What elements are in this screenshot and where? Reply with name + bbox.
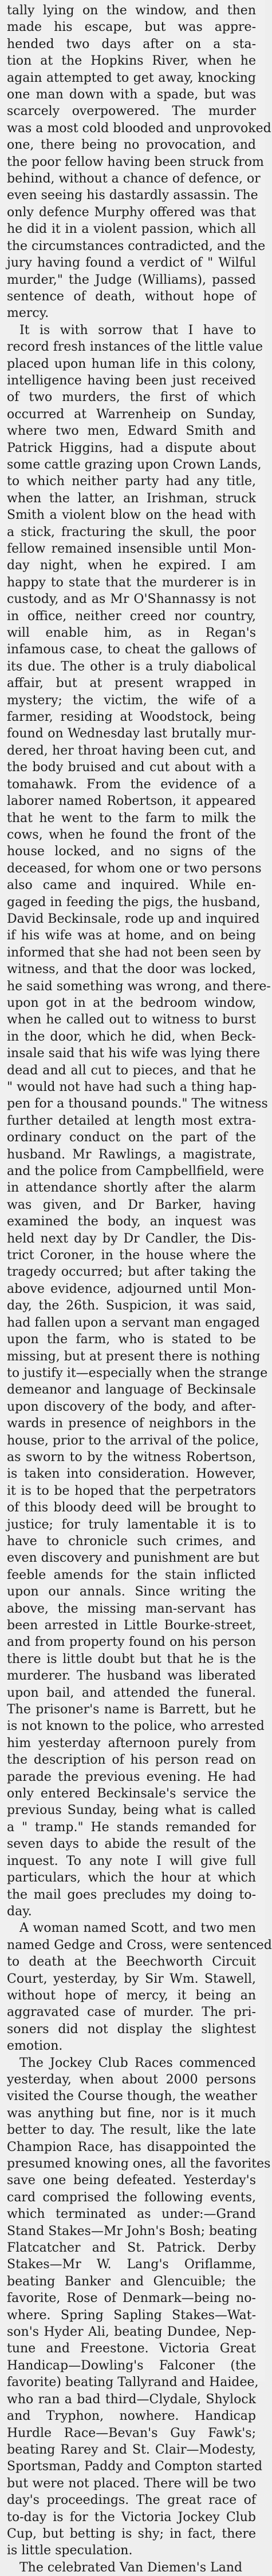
- text-line: again attempted to get away, knocking: [7, 70, 256, 85]
- text-line: only defence Murphy offered was that: [7, 205, 256, 220]
- text-line: Sportsman, Paddy and Compton started: [7, 2459, 263, 2474]
- text-line: Patrick Higgins, had a dispute about: [7, 440, 256, 455]
- text-line: in attendance shortly after the alarm: [7, 1181, 256, 1196]
- text-line: to death at the Beechworth Circuit: [7, 1955, 256, 1970]
- text-line: will enable him, as in Regan's: [7, 626, 256, 641]
- text-line: jury having found a verdict of " Wilful: [7, 256, 256, 271]
- text-line: save one being defeated. Yesterday's: [7, 2173, 256, 2188]
- text-line: one, there being no provocation, and: [7, 138, 256, 153]
- text-line: " would not have had such a thing hap-: [7, 1080, 257, 1094]
- text-line: beating Rarey and St. Clair—Modesty,: [7, 2442, 256, 2457]
- text-line: above evidence, adjourned until Mon-: [7, 1281, 256, 1296]
- text-line: beating Banker and Glencuible; the: [7, 2274, 256, 2289]
- text-line: seven days to abide the result of the: [7, 1837, 256, 1852]
- text-line: intelligence having been just received: [7, 373, 256, 388]
- text-line: infamous case, to cheat the gallows of: [7, 642, 256, 657]
- text-line: in the door, which he did, when Beck-: [7, 1029, 256, 1044]
- article-paragraph: [7, 322, 271, 1920]
- text-line: Flatcatcher and St. Patrick. Derby: [7, 2241, 256, 2256]
- text-line: also came and inquired. While en-: [7, 878, 256, 893]
- text-line: and the police from Campbellfield, were: [7, 1164, 265, 1179]
- text-line: was anything but fine, nor is it much: [7, 2106, 256, 2121]
- text-line: witness, and that the door was locked,: [7, 962, 256, 977]
- text-line: inquest. To any note I will give full: [7, 1853, 256, 1868]
- text-line: missing, but at present there is nothing: [7, 1349, 261, 1364]
- text-line: the circumstances contradicted, and the: [7, 239, 266, 253]
- text-line: favorite, Rose of Denmark—being no-: [7, 2291, 256, 2306]
- text-line: custody, and as Mr O'Shannassy is not: [7, 592, 256, 607]
- text-line: A woman named Scott, and two men: [19, 1921, 256, 1936]
- text-line: upon the farm, who is stated to be: [7, 1332, 256, 1347]
- text-line: Court, yesterday, by Sir Wm. Stawell,: [7, 1971, 256, 1986]
- text-line: where two men, Edward Smith and: [7, 424, 256, 439]
- text-line: happy to state that the murderer is in: [7, 575, 256, 590]
- text-line: son's Hyder Ali, beating Dundee, Nep-: [7, 2325, 256, 2340]
- text-line: hended two days after on a sta-: [7, 37, 256, 51]
- text-line: particulars, which the hour at which: [7, 1871, 256, 1886]
- text-line: he said something was wrong, and there-: [7, 979, 271, 994]
- text-line: made his escape, but was appre-: [7, 20, 256, 35]
- text-line: as sworn to by the witness Robertson,: [7, 1450, 256, 1464]
- text-line: emotion.: [7, 2039, 63, 2054]
- text-line: placed upon human life in this colony,: [7, 356, 256, 371]
- text-line: been arrested in Little Bourke-street,: [7, 1618, 256, 1633]
- text-line: The prisoner's name is Barrett, but he: [7, 1702, 256, 1717]
- text-line: behind, without a chance of defence, or: [7, 172, 261, 186]
- text-line: presumed knowing ones, all the favorites: [7, 2157, 271, 2171]
- text-line: to-day is for the Victoria Jockey Club: [7, 2510, 256, 2525]
- text-line: in office, neither creed nor country,: [7, 609, 256, 624]
- text-line: him yesterday afternoon purely from: [7, 1736, 256, 1751]
- text-line: Hurdle Race—Bevan's Guy Fawk's;: [7, 2426, 256, 2440]
- text-line: examined the body, an inquest was: [7, 1214, 256, 1229]
- text-line: he did it in a violent passion, which all: [7, 222, 256, 237]
- text-line: a stick, fracturing the skull, the poor: [7, 525, 256, 539]
- text-line: murderer. The husband was liberated: [7, 1669, 256, 1684]
- text-line: when he called out to witness to burst: [7, 1013, 256, 1027]
- text-line: better to day. The result, like the late: [7, 2123, 256, 2138]
- text-line: a " tramp." He stands remanded for: [7, 1820, 256, 1835]
- text-line: insale said that his wife was lying there: [7, 1046, 261, 1061]
- text-line: record fresh instances of the little value: [7, 340, 263, 355]
- text-line: farmer, residing at Woodstock, being: [7, 710, 256, 725]
- text-line: affair, but at present wrapped in: [7, 676, 256, 691]
- text-line: some cattle grazing upon Crown Lands,: [7, 457, 262, 472]
- text-line: day, the 26th. Suspicion, it was said,: [7, 1299, 256, 1313]
- text-line: cows, when he found the front of the: [7, 827, 256, 842]
- text-line: justice; for truly lamentable it is to: [7, 1517, 256, 1532]
- text-line: which terminated as under:—Grand: [7, 2207, 256, 2222]
- text-line: who ran a bad third—Clydale, Shylock: [7, 2392, 256, 2407]
- text-line: yesterday, when about 2000 persons: [7, 2072, 256, 2087]
- text-line: Champion Race, has disappointed the: [7, 2140, 256, 2154]
- text-line: occurred at Warrenheip on Sunday,: [7, 407, 256, 422]
- text-line: The celebrated Van Diemen's Land: [19, 2560, 243, 2575]
- text-line: there is little doubt but that he is the: [7, 1652, 256, 1666]
- text-line: tion at the Hopkins River, when he: [7, 54, 256, 69]
- text-line: where. Spring Sapling Stakes—Wat-: [7, 2308, 256, 2323]
- text-line: aggravated case of murder. The pri-: [7, 2005, 256, 2020]
- text-line: day's proceedings. The great race of: [7, 2493, 256, 2508]
- text-line: deceased, for whom one or two persons: [7, 861, 262, 876]
- text-line: found on Wednesday last brutally mur-: [7, 727, 256, 741]
- text-line: The Jockey Club Races commenced: [19, 2055, 256, 2070]
- text-line: husband. Mr Rawlings, a magistrate,: [7, 1147, 256, 1162]
- text-line: tomahawk. From the evidence of a: [7, 777, 256, 792]
- text-line: It is with sorrow that I have to: [19, 323, 256, 338]
- text-line: mercy.: [7, 306, 49, 321]
- text-line: tune and Freestone. Victoria Great: [7, 2341, 256, 2356]
- text-line: fellow remained insensible until Mon-: [7, 542, 256, 556]
- text-line: to which neither party had any title,: [7, 474, 256, 489]
- text-line: house, prior to the arrival of the police,: [7, 1433, 259, 1448]
- text-line: and Tryphon, nowhere. Handicap: [7, 2409, 256, 2424]
- text-line: was a most cold blooded and unprovoked: [7, 121, 271, 136]
- text-line: tragedy occurred; but after taking the: [7, 1265, 256, 1280]
- text-line: dead and all cut to pieces, and that he: [7, 1063, 256, 1078]
- text-line: held next day by Dr Candler, the Dis-: [7, 1231, 256, 1246]
- text-line: had fallen upon a servant man engaged: [7, 1315, 260, 1330]
- text-line: sentence of death, without hope of: [7, 289, 256, 304]
- text-line: feeble amends for the stain inflicted: [7, 1567, 256, 1582]
- text-line: previous Sunday, being what is called: [7, 1803, 256, 1818]
- text-line: pen for a thousand pounds." The witness: [7, 1097, 268, 1112]
- text-line: of two murders, the first of which: [7, 390, 256, 405]
- text-line: Stakes—Mr W. Lang's Oriflamme,: [7, 2257, 256, 2272]
- text-line: trict Coroner, in the house where the: [7, 1248, 256, 1263]
- text-line: ordinary conduct on the part of the: [7, 1130, 256, 1145]
- text-line: and from property found on his person: [7, 1635, 256, 1650]
- article-paragraph: [7, 2, 271, 322]
- text-line: day night, when he expired. I am: [7, 558, 256, 573]
- text-line: parade the previous evening. He had: [7, 1769, 256, 1784]
- text-line: gaged in feeding the pigs, the husband,: [7, 895, 261, 910]
- text-line: the body bruised and cut about with a: [7, 760, 256, 775]
- text-line: upon discovery of the body, and after-: [7, 1399, 256, 1414]
- text-line: is taken into consideration. However,: [7, 1467, 256, 1482]
- text-line: David Beckinsale, rode up and inquired: [7, 911, 260, 926]
- article-paragraph: [7, 2559, 256, 2576]
- text-line: the poor fellow having been struck from: [7, 154, 264, 169]
- text-line: upon got in at the bedroom window,: [7, 995, 256, 1010]
- text-line: Smith a violent blow on the head with: [7, 508, 256, 523]
- text-line: it is to be hoped that the perpetrators: [7, 1483, 256, 1498]
- text-line: dered, her throat having been cut, and: [7, 743, 256, 758]
- text-line: when the latter, an Irishman, struck: [7, 491, 256, 506]
- text-line: if his wife was at home, and on being: [7, 928, 256, 943]
- text-line: named Gedge and Cross, were sentenced: [7, 1938, 272, 1952]
- text-line: informed that she had not been seen by: [7, 945, 261, 960]
- text-line: demeanor and language of Beckinsale: [7, 1383, 256, 1398]
- article-paragraph: [7, 2055, 271, 2559]
- text-line: to justify it—especially when the strange: [7, 1366, 268, 1380]
- text-line: tally lying on the window, and then: [7, 3, 256, 18]
- text-line: the mail goes precludes my doing to-: [7, 1887, 256, 1902]
- text-line: house locked, and no signs of the: [7, 844, 256, 859]
- text-line: soners did not display the slightest: [7, 2022, 256, 2037]
- text-line: but were not placed. There will be two: [7, 2476, 256, 2491]
- text-line: is not known to the police, who arrested: [7, 1719, 265, 1734]
- text-line: laborer named Robertson, it appeared: [7, 794, 256, 809]
- text-line: wards in presence of neighbors in the: [7, 1416, 256, 1431]
- text-line: further detailed at length most extra-: [7, 1113, 256, 1128]
- text-line: one man down with a spade, but was: [7, 88, 256, 102]
- text-line: the description of his person read on: [7, 1753, 256, 1768]
- text-line: card comprised the following events,: [7, 2190, 256, 2205]
- text-line: Cup, but betting is shy; in fact, there: [7, 2526, 256, 2541]
- text-line: its due. The other is a truly diabolical: [7, 659, 256, 674]
- text-line: upon our annals. Since writing the: [7, 1585, 256, 1599]
- text-line: that he went to the farm to milk the: [7, 811, 256, 825]
- text-line: day.: [7, 1904, 32, 1919]
- text-line: visited the Course though, the weather: [7, 2089, 258, 2104]
- text-line: was given, and Dr Barker, having: [7, 1197, 256, 1212]
- text-line: Handicap—Dowling's Falconer (the: [7, 2358, 256, 2373]
- text-line: mystery; the victim, the wife of a: [7, 693, 256, 708]
- text-line: only entered Beckinsale's service the: [7, 1787, 256, 1801]
- text-line: have to chronicle such crimes, and: [7, 1534, 256, 1549]
- text-line: favorite) beating Tallyrand and Haidee,: [7, 2375, 259, 2390]
- text-line: without hope of mercy, it being an: [7, 1988, 256, 2003]
- article-paragraph: [7, 1920, 272, 2054]
- text-line: murder," the Judge (Williams), passed: [7, 272, 256, 287]
- text-line: above, the missing man-servant has: [7, 1601, 256, 1616]
- text-line: is little speculation.: [7, 2543, 133, 2558]
- text-line: of this bloody deed will be brought to: [7, 1501, 256, 1515]
- text-line: upon bail, and attended the funeral.: [7, 1685, 256, 1700]
- text-line: even seeing his dastardly assassin. The: [7, 188, 258, 203]
- text-line: scarcely overpowered. The murder: [7, 104, 256, 119]
- text-line: Stand Stakes—Mr John's Bosh; beating: [7, 2224, 258, 2238]
- text-line: even discovery and punishment are but: [7, 1551, 259, 1566]
